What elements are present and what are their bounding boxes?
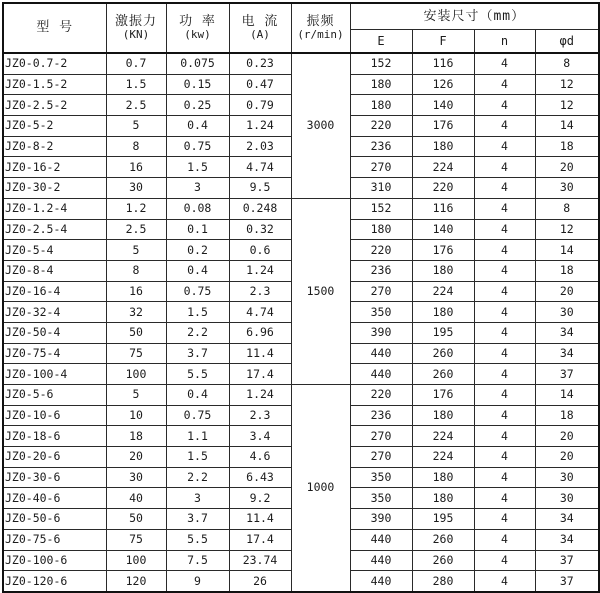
value-cell: 0.23 [229, 53, 291, 74]
value-cell: 5 [106, 240, 166, 261]
column-header-n: n [474, 30, 535, 54]
value-cell: 260 [412, 343, 474, 364]
value-cell: 30 [106, 467, 166, 488]
model-cell: JZ0-5-2 [3, 116, 106, 137]
value-cell: 390 [350, 322, 412, 343]
value-cell: 195 [412, 322, 474, 343]
model-cell: JZ0-75-4 [3, 343, 106, 364]
value-cell: 2.03 [229, 136, 291, 157]
value-cell: 8 [106, 260, 166, 281]
model-cell: JZ0-100-4 [3, 364, 106, 385]
model-cell: JZ0-20-6 [3, 447, 106, 468]
value-cell: 30 [106, 178, 166, 199]
value-cell: 4 [474, 178, 535, 199]
model-cell: JZ0-2.5-2 [3, 95, 106, 116]
value-cell: 4 [474, 571, 535, 592]
value-cell: 18 [535, 405, 599, 426]
value-cell: 236 [350, 136, 412, 157]
value-cell: 0.32 [229, 219, 291, 240]
value-cell: 350 [350, 467, 412, 488]
value-cell: 1.5 [166, 447, 229, 468]
value-cell: 180 [412, 488, 474, 509]
value-cell: 4 [474, 385, 535, 406]
model-cell: JZ0-2.5-4 [3, 219, 106, 240]
value-cell: 16 [106, 157, 166, 178]
value-cell: 3 [166, 488, 229, 509]
value-cell: 140 [412, 219, 474, 240]
value-cell: 176 [412, 240, 474, 261]
value-cell: 0.79 [229, 95, 291, 116]
value-cell: 26 [229, 571, 291, 592]
value-cell: 4 [474, 447, 535, 468]
value-cell: 14 [535, 385, 599, 406]
model-cell: JZ0-40-6 [3, 488, 106, 509]
value-cell: 116 [412, 53, 474, 74]
value-cell: 18 [535, 260, 599, 281]
value-cell: 260 [412, 550, 474, 571]
value-cell: 30 [535, 302, 599, 323]
value-cell: 236 [350, 260, 412, 281]
value-cell: 440 [350, 571, 412, 592]
value-cell: 4 [474, 364, 535, 385]
value-cell: 1.5 [106, 74, 166, 95]
value-cell: 4 [474, 136, 535, 157]
value-cell: 11.4 [229, 509, 291, 530]
value-cell: 270 [350, 447, 412, 468]
value-cell: 2.5 [106, 219, 166, 240]
value-cell: 180 [412, 467, 474, 488]
value-cell: 50 [106, 509, 166, 530]
value-cell: 8 [106, 136, 166, 157]
value-cell: 180 [350, 219, 412, 240]
column-header-f: F [412, 30, 474, 54]
table-row [3, 198, 599, 219]
value-cell: 4 [474, 467, 535, 488]
force-unit: (KN) [122, 28, 150, 41]
header-row-top [3, 3, 599, 30]
value-cell: 180 [350, 95, 412, 116]
value-cell: 140 [412, 95, 474, 116]
value-cell: 4.6 [229, 447, 291, 468]
value-cell: 14 [535, 240, 599, 261]
force-label: 激振力 [114, 14, 157, 29]
value-cell: 4 [474, 240, 535, 261]
value-cell: 34 [535, 343, 599, 364]
value-cell: 18 [106, 426, 166, 447]
value-cell: 270 [350, 426, 412, 447]
value-cell: 4 [474, 95, 535, 116]
value-cell: 5.5 [166, 364, 229, 385]
table-header [3, 3, 599, 53]
value-cell: 16 [106, 281, 166, 302]
value-cell: 8 [535, 198, 599, 219]
frequency-cell: 1500 [291, 198, 350, 384]
value-cell: 176 [412, 385, 474, 406]
value-cell: 220 [350, 240, 412, 261]
value-cell: 270 [350, 281, 412, 302]
value-cell: 12 [535, 219, 599, 240]
value-cell: 0.4 [166, 116, 229, 137]
value-cell: 152 [350, 53, 412, 74]
value-cell: 2.3 [229, 281, 291, 302]
column-header-frequency [291, 3, 350, 53]
column-header-current [229, 3, 291, 53]
value-cell: 220 [350, 385, 412, 406]
value-cell: 9 [166, 571, 229, 592]
value-cell: 4 [474, 53, 535, 74]
value-cell: 180 [412, 136, 474, 157]
value-cell: 2.3 [229, 405, 291, 426]
value-cell: 3.7 [166, 509, 229, 530]
model-cell: JZ0-30-6 [3, 467, 106, 488]
current-unit: (A) [250, 28, 270, 41]
value-cell: 180 [412, 302, 474, 323]
power-unit: (kw) [184, 28, 211, 41]
value-cell: 180 [412, 405, 474, 426]
value-cell: 0.1 [166, 219, 229, 240]
column-header-e: E [350, 30, 412, 54]
model-cell: JZ0-1.5-2 [3, 74, 106, 95]
model-cell: JZ0-32-4 [3, 302, 106, 323]
value-cell: 30 [535, 467, 599, 488]
frequency-unit: (r/min) [297, 28, 344, 41]
value-cell: 18 [535, 136, 599, 157]
value-cell: 5 [106, 385, 166, 406]
value-cell: 1.5 [166, 302, 229, 323]
value-cell: 50 [106, 322, 166, 343]
value-cell: 20 [535, 447, 599, 468]
value-cell: 126 [412, 74, 474, 95]
value-cell: 440 [350, 529, 412, 550]
value-cell: 1.2 [106, 198, 166, 219]
value-cell: 260 [412, 364, 474, 385]
motor-spec-table [2, 2, 600, 593]
value-cell: 20 [535, 157, 599, 178]
value-cell: 176 [412, 116, 474, 137]
value-cell: 224 [412, 281, 474, 302]
value-cell: 34 [535, 322, 599, 343]
value-cell: 236 [350, 405, 412, 426]
value-cell: 37 [535, 364, 599, 385]
frequency-label: 振频 [306, 14, 335, 29]
value-cell: 0.75 [166, 136, 229, 157]
model-cell: JZ0-30-2 [3, 178, 106, 199]
model-cell: JZ0-5-6 [3, 385, 106, 406]
value-cell: 17.4 [229, 529, 291, 550]
value-cell: 75 [106, 343, 166, 364]
model-cell: JZ0-75-6 [3, 529, 106, 550]
model-cell: JZ0-120-6 [3, 571, 106, 592]
value-cell: 20 [535, 426, 599, 447]
value-cell: 20 [535, 281, 599, 302]
value-cell: 20 [106, 447, 166, 468]
value-cell: 4.74 [229, 302, 291, 323]
value-cell: 350 [350, 302, 412, 323]
value-cell: 180 [412, 260, 474, 281]
table-row [3, 53, 599, 74]
value-cell: 390 [350, 509, 412, 530]
value-cell: 0.75 [166, 281, 229, 302]
power-label: 功 率 [179, 14, 216, 29]
value-cell: 23.74 [229, 550, 291, 571]
value-cell: 0.6 [229, 240, 291, 261]
value-cell: 152 [350, 198, 412, 219]
value-cell: 0.4 [166, 385, 229, 406]
value-cell: 280 [412, 571, 474, 592]
model-cell: JZ0-0.7-2 [3, 53, 106, 74]
value-cell: 5 [106, 116, 166, 137]
model-cell: JZ0-50-4 [3, 322, 106, 343]
frequency-cell: 1000 [291, 385, 350, 592]
value-cell: 4 [474, 509, 535, 530]
model-cell: JZ0-18-6 [3, 426, 106, 447]
value-cell: 195 [412, 509, 474, 530]
column-header-force [106, 3, 166, 53]
value-cell: 2.5 [106, 95, 166, 116]
value-cell: 3.7 [166, 343, 229, 364]
value-cell: 0.075 [166, 53, 229, 74]
value-cell: 2.2 [166, 322, 229, 343]
value-cell: 4 [474, 405, 535, 426]
value-cell: 7.5 [166, 550, 229, 571]
value-cell: 1.1 [166, 426, 229, 447]
value-cell: 3 [166, 178, 229, 199]
value-cell: 6.43 [229, 467, 291, 488]
value-cell: 116 [412, 198, 474, 219]
value-cell: 4 [474, 529, 535, 550]
value-cell: 0.75 [166, 405, 229, 426]
value-cell: 0.47 [229, 74, 291, 95]
model-cell: JZ0-10-6 [3, 405, 106, 426]
value-cell: 0.25 [166, 95, 229, 116]
value-cell: 4 [474, 281, 535, 302]
model-cell: JZ0-16-4 [3, 281, 106, 302]
value-cell: 34 [535, 529, 599, 550]
value-cell: 34 [535, 509, 599, 530]
value-cell: 220 [350, 116, 412, 137]
value-cell: 0.2 [166, 240, 229, 261]
value-cell: 5.5 [166, 529, 229, 550]
model-cell: JZ0-5-4 [3, 240, 106, 261]
value-cell: 440 [350, 343, 412, 364]
value-cell: 6.96 [229, 322, 291, 343]
model-cell: JZ0-8-2 [3, 136, 106, 157]
value-cell: 17.4 [229, 364, 291, 385]
value-cell: 0.4 [166, 260, 229, 281]
model-cell: JZ0-8-4 [3, 260, 106, 281]
value-cell: 4 [474, 322, 535, 343]
value-cell: 14 [535, 116, 599, 137]
value-cell: 4 [474, 74, 535, 95]
value-cell: 224 [412, 426, 474, 447]
value-cell: 1.24 [229, 260, 291, 281]
value-cell: 2.2 [166, 467, 229, 488]
value-cell: 4 [474, 426, 535, 447]
value-cell: 4 [474, 219, 535, 240]
value-cell: 4.74 [229, 157, 291, 178]
model-cell: JZ0-1.2-4 [3, 198, 106, 219]
value-cell: 120 [106, 571, 166, 592]
value-cell: 4 [474, 302, 535, 323]
value-cell: 11.4 [229, 343, 291, 364]
value-cell: 4 [474, 550, 535, 571]
model-cell: JZ0-100-6 [3, 550, 106, 571]
model-cell: JZ0-16-2 [3, 157, 106, 178]
value-cell: 4 [474, 116, 535, 137]
value-cell: 440 [350, 550, 412, 571]
value-cell: 30 [535, 488, 599, 509]
value-cell: 0.15 [166, 74, 229, 95]
value-cell: 0.7 [106, 53, 166, 74]
value-cell: 75 [106, 529, 166, 550]
column-header-model: 型 号 [3, 3, 106, 53]
column-header-phi-d: φd [535, 30, 599, 54]
value-cell: 224 [412, 447, 474, 468]
frequency-cell: 3000 [291, 53, 350, 198]
current-label: 电 流 [241, 14, 279, 29]
value-cell: 9.5 [229, 178, 291, 199]
table-body [3, 53, 599, 592]
table-row [3, 385, 599, 406]
value-cell: 1.5 [166, 157, 229, 178]
value-cell: 440 [350, 364, 412, 385]
value-cell: 8 [535, 53, 599, 74]
value-cell: 0.248 [229, 198, 291, 219]
value-cell: 3.4 [229, 426, 291, 447]
value-cell: 12 [535, 95, 599, 116]
column-header-power [166, 3, 229, 53]
value-cell: 0.08 [166, 198, 229, 219]
column-header-mounting-dimensions: 安装尺寸（mm） [350, 3, 599, 30]
value-cell: 4 [474, 157, 535, 178]
value-cell: 270 [350, 157, 412, 178]
value-cell: 1.24 [229, 385, 291, 406]
value-cell: 220 [412, 178, 474, 199]
value-cell: 10 [106, 405, 166, 426]
value-cell: 12 [535, 74, 599, 95]
model-cell: JZ0-50-6 [3, 509, 106, 530]
value-cell: 224 [412, 157, 474, 178]
value-cell: 9.2 [229, 488, 291, 509]
value-cell: 100 [106, 364, 166, 385]
value-cell: 180 [350, 74, 412, 95]
value-cell: 1.24 [229, 116, 291, 137]
value-cell: 4 [474, 343, 535, 364]
value-cell: 4 [474, 488, 535, 509]
value-cell: 310 [350, 178, 412, 199]
value-cell: 260 [412, 529, 474, 550]
value-cell: 40 [106, 488, 166, 509]
value-cell: 30 [535, 178, 599, 199]
value-cell: 4 [474, 198, 535, 219]
value-cell: 37 [535, 571, 599, 592]
value-cell: 350 [350, 488, 412, 509]
value-cell: 100 [106, 550, 166, 571]
value-cell: 32 [106, 302, 166, 323]
value-cell: 4 [474, 260, 535, 281]
value-cell: 37 [535, 550, 599, 571]
